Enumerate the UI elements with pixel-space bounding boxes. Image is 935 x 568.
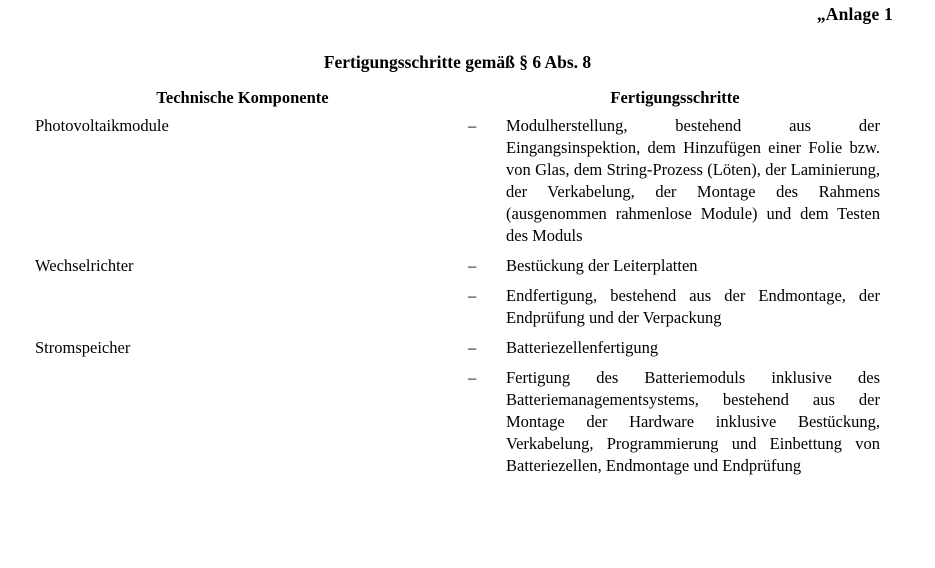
manufacturing-step-text: Endfertigung, bestehend aus der Endmontage, der Endprüfung und der Verpackung xyxy=(506,286,880,327)
dash-bullet-icon: – xyxy=(468,368,477,387)
dash-bullet-icon: – xyxy=(468,338,477,357)
manufacturing-steps-list xyxy=(0,337,935,477)
row-spacer xyxy=(0,329,935,337)
row-spacer xyxy=(0,247,935,255)
column-header-technische-komponente: Technische Komponente xyxy=(156,88,329,107)
manufacturing-step-text: Batteriezellenfertigung xyxy=(506,338,659,357)
table-column-headers xyxy=(0,86,935,110)
table-row xyxy=(0,115,935,247)
component-name: Wechselrichter xyxy=(35,256,134,275)
table-row xyxy=(0,255,935,329)
column-header-fertigungsschritte: Fertigungsschritte xyxy=(610,88,740,107)
list-item xyxy=(0,115,935,247)
manufacturing-step-text: Fertigung des Batteriemoduls inklusive des Batteriemanagementsystems, bestehend aus der Montage der Hardware inklusive Bestückung, Verkabelung, Programmierung und Einbettung von Batteriezellen, Endmontage und Endprüfung xyxy=(506,368,880,475)
table-row xyxy=(0,337,935,477)
manufacturing-steps-list xyxy=(0,115,935,247)
manufacturing-steps-list xyxy=(0,255,935,329)
manufacturing-step-text: Modulherstellung, bestehend aus der Eingangsinspektion, dem Hinzufügen einer Folie bzw. von Glas, dem String-Prozess (Löten), der Laminierung, der Verkabelung, der Montage des Rahmens (ausgenommen rahmenlose Module) und dem Testen des Moduls xyxy=(506,116,880,245)
list-item xyxy=(0,255,935,277)
page-title: Fertigungsschritte gemäß § 6 Abs. 8 xyxy=(323,52,592,72)
table-body xyxy=(0,115,935,477)
dash-bullet-icon: – xyxy=(468,116,477,135)
component-name: Photovoltaikmodule xyxy=(35,116,169,135)
dash-bullet-icon: – xyxy=(468,286,477,305)
manufacturing-step-text: Bestückung der Leiterplatten xyxy=(506,256,698,275)
list-item xyxy=(0,285,935,329)
component-name: Stromspeicher xyxy=(35,338,131,357)
dash-bullet-icon: – xyxy=(468,256,477,275)
list-item xyxy=(0,367,935,477)
list-item xyxy=(0,337,935,359)
annex-label: „Anlage 1 xyxy=(816,4,893,24)
